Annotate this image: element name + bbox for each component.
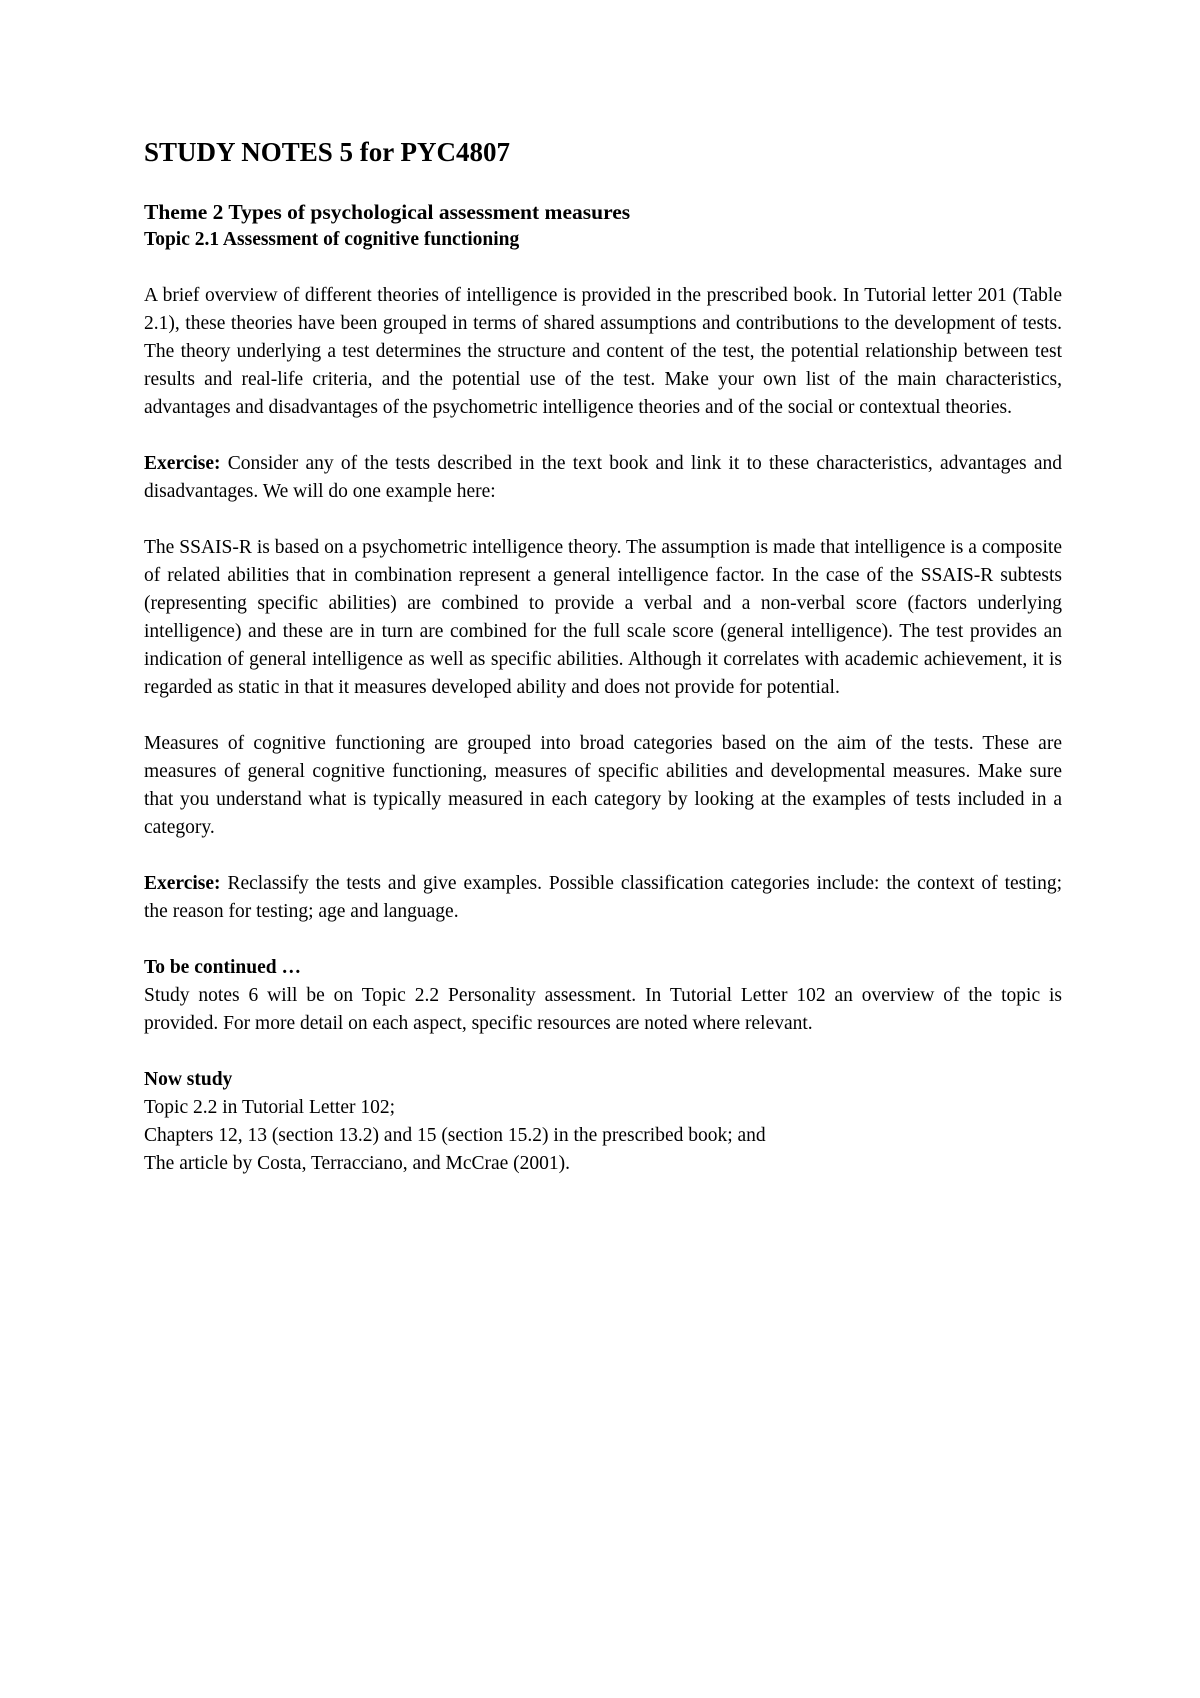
document-title: STUDY NOTES 5 for PYC4807: [144, 137, 511, 167]
exercise-2-label: Exercise:: [144, 873, 221, 894]
now-study-item: Chapters 12, 13 (section 13.2) and 15 (section 15.2) in the prescribed book; and: [144, 1125, 766, 1146]
now-study-item: The article by Costa, Terracciano, and McCrae (2001).: [144, 1153, 571, 1174]
topic-heading: Topic 2.1 Assessment of cognitive functioning: [144, 229, 520, 250]
continued-section: [144, 954, 1062, 1038]
exercise-1-paragraph: [144, 450, 1062, 506]
now-study-item: Topic 2.2 in Tutorial Letter 102;: [144, 1097, 396, 1118]
now-study-heading: Now study: [144, 1069, 233, 1090]
continued-text: Study notes 6 will be on Topic 2.2 Personality assessment. In Tutorial Letter 102 an overview of the topic is provided. For more detail on each aspect, specific resources are noted where relevant.: [144, 985, 1062, 1034]
exercise-2-text: Reclassify the tests and give examples. Possible classification categories include: the context of testing; the reason for testing; age and language.: [144, 873, 1062, 922]
exercise-1-text: Consider any of the tests described in the text book and link it to these characteristics, advantages and disadvantages. We will do one example here:: [144, 453, 1062, 502]
theme-heading: Theme 2 Types of psychological assessment measures: [144, 200, 631, 224]
exercise-1-label: Exercise:: [144, 453, 221, 474]
document-content: [144, 134, 1062, 1206]
exercise-2-paragraph: [144, 870, 1062, 926]
continued-heading: To be continued …: [144, 957, 301, 978]
ssais-paragraph: The SSAIS-R is based on a psychometric intelligence theory. The assumption is made that intelligence is a composite of related abilities that in combination represent a general intelligence factor. In the case of the SSAIS-R subtests (representing specific abilities) are combined to provide a verbal and a non-verbal score (factors underlying intelligence) and these are in turn are combined for the full scale score (general intelligence). The test provides an indication of general intelligence as well as specific abilities. Although it correlates with academic achievement, it is regarded as static in that it measures developed ability and does not provide for potential.: [144, 537, 1062, 698]
cognitive-measures-paragraph: Measures of cognitive functioning are grouped into broad categories based on the aim of the tests. These are measures of general cognitive functioning, measures of specific abilities and developmental measures. Make sure that you understand what is typically measured in each category by looking at the examples of tests included in a category.: [144, 733, 1062, 838]
intro-paragraph: A brief overview of different theories of intelligence is provided in the prescribed book. In Tutorial letter 201 (Table 2.1), these theories have been grouped in terms of shared assumptions and contributions to the development of tests. The theory underlying a test determines the structure and content of the test, the potential relationship between test results and real-life criteria, and the potential use of the test. Make your own list of the main characteristics, advantages and disadvantages of the psychometric intelligence theories and of the social or contextual theories.: [144, 285, 1062, 418]
now-study-section: [144, 1066, 1062, 1178]
